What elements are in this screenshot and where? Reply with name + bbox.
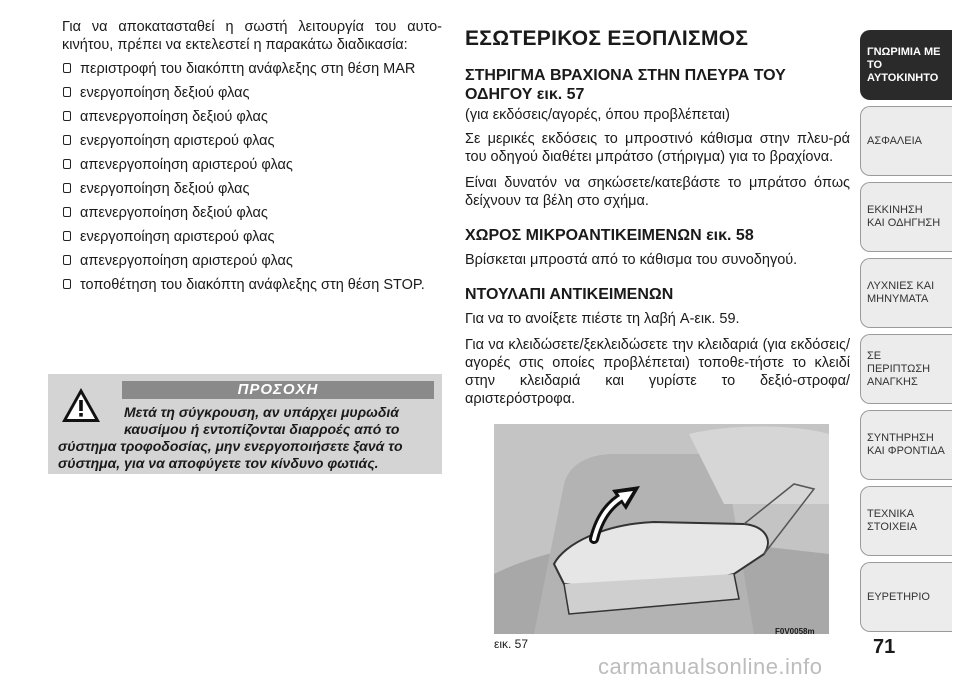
tab-emergency[interactable]: ΣΕ ΠΕΡΙΠΤΩΣΗ ΑΝΑΓΚΗΣ <box>860 334 952 404</box>
tab-getting-to-know-car[interactable]: ΓΝΩΡΙΜΙΑ ΜΕ ΤΟ ΑΥΤΟΚΙΝΗΤΟ <box>860 30 952 100</box>
section-title-armrest: ΣΤΗΡΙΓΜΑ ΒΡΑΧΙΟΝΑ ΣΤΗΝ ΠΛΕΥΡΑ ΤΟΥ ΟΔΗΓΟΥ εικ. 57 <box>465 67 786 103</box>
page-number: 71 <box>873 636 896 658</box>
warning-box <box>48 374 442 474</box>
checkbox-bullet-icon <box>63 183 71 193</box>
armrest-paragraph-1: Σε μερικές εκδόσεις το μπροστινό κάθισμα στην πλευ-ρά του οδηγού διαθέτει μπράτσο (στήριγμα) για το βραχίονα. <box>465 131 850 165</box>
procedure-steps <box>62 60 442 294</box>
checkbox-bullet-icon <box>63 159 71 169</box>
list-item: ενεργοποίηση αριστερού φλας <box>62 228 442 246</box>
checkbox-bullet-icon <box>63 231 71 241</box>
checkbox-bullet-icon <box>63 111 71 121</box>
checkbox-bullet-icon <box>63 135 71 145</box>
page-title: ΕΣΩΤΕΡΙΚΟΣ ΕΞΟΠΛΙΣΜΟΣ <box>465 27 749 50</box>
list-item: απενεργοποίηση δεξιού φλας <box>62 204 442 222</box>
glovebox-paragraph-2: Για να κλειδώσετε/ξεκλειδώσετε την κλειδαριά (για εκδόσεις/αγορές στις οποίες προβλέπεται) τοποθε-τήστε το κλειδί στην κλειδαριά και γυρίστε το δεξιό-στροφα/αριστερόστροφα. <box>465 337 850 407</box>
watermark: carmanualsonline.info <box>598 654 823 679</box>
tab-technical-data[interactable]: ΤΕΧΝΙΚΑ ΣΤΟΙΧΕΙΑ <box>860 486 952 556</box>
list-item: ενεργοποίηση δεξιού φλας <box>62 180 442 198</box>
tab-index[interactable]: ΕΥΡΕΤΗΡΙΟ <box>860 562 952 632</box>
checkbox-bullet-icon <box>63 255 71 265</box>
checkbox-bullet-icon <box>63 207 71 217</box>
warning-header: ΠΡΟΣΟΧΗ <box>122 381 434 399</box>
intro-text: Για να αποκατασταθεί η σωστή λειτουργία του αυτο-κινήτου, πρέπει να εκτελεστεί η παρακάτω διαδικασία: <box>62 19 442 53</box>
tab-safety[interactable]: ΑΣΦΑΛΕΙΑ <box>860 106 952 176</box>
checkbox-bullet-icon <box>63 63 71 73</box>
glovebox-paragraph-1: Για να το ανοίξετε πιέστε τη λαβή A-εικ. 59. <box>465 311 740 327</box>
checkbox-bullet-icon <box>63 87 71 97</box>
list-item: απενεργοποίηση αριστερού φλας <box>62 156 442 174</box>
section-title-storage: ΧΩΡΟΣ ΜΙΚΡΟΑΝΤΙΚΕΙΜΕΝΩΝ εικ. 58 <box>465 227 754 244</box>
list-item: ενεργοποίηση αριστερού φλας <box>62 132 442 150</box>
tab-starting-driving[interactable]: ΕΚΚΙΝΗΣΗ ΚΑΙ ΟΔΗΓΗΣΗ <box>860 182 952 252</box>
list-item: απενεργοποίηση αριστερού φλας <box>62 252 442 270</box>
procedure-column <box>62 18 442 300</box>
section-note: (για εκδόσεις/αγορές, όπου προβλέπεται) <box>465 107 730 123</box>
checkbox-bullet-icon <box>63 279 71 289</box>
section-title-glovebox: ΝΤΟΥΛΑΠΙ ΑΝΤΙΚΕΙΜΕΝΩΝ <box>465 286 674 303</box>
armrest-illustration <box>494 424 829 634</box>
warning-text: Μετά τη σύγκρουση, αν υπάρχει μυρωδιά καυσίμου ή εντοπίζονται διαρροές από το σύστημα τροφοδοσίας, μην ενεργοποιήσετε ξανά το σύστημα, για να αποφύγετε τον κίνδυνο φωτιάς. <box>58 404 403 471</box>
list-item: απενεργοποίηση δεξιού φλας <box>62 108 442 126</box>
storage-paragraph: Βρίσκεται μπροστά από το κάθισμα του συνοδηγού. <box>465 252 798 268</box>
armrest-paragraph-2: Είναι δυνατόν να σηκώσετε/κατεβάστε το μπράτσο όπως δείχνουν τα βέλη στο σχήμα. <box>465 175 850 209</box>
list-item: τοποθέτηση του διακόπτη ανάφλεξης στη θέση STOP. <box>62 276 442 294</box>
armrest-figure <box>494 424 829 634</box>
list-item: ενεργοποίηση δεξιού φλας <box>62 84 442 102</box>
tab-maintenance[interactable]: ΣΥΝΤΗΡΗΣΗ ΚΑΙ ΦΡΟΝΤΙΔΑ <box>860 410 952 480</box>
list-item: περιστροφή του διακόπτη ανάφλεξης στη θέση MAR <box>62 60 442 78</box>
figure-caption: εικ. 57 <box>494 637 529 651</box>
interior-equipment-column <box>465 20 850 416</box>
tab-warning-lights[interactable]: ΛΥΧΝΙΕΣ ΚΑΙ ΜΗΝΥΜΑΤΑ <box>860 258 952 328</box>
figure-code: F0V0058m <box>775 627 815 636</box>
